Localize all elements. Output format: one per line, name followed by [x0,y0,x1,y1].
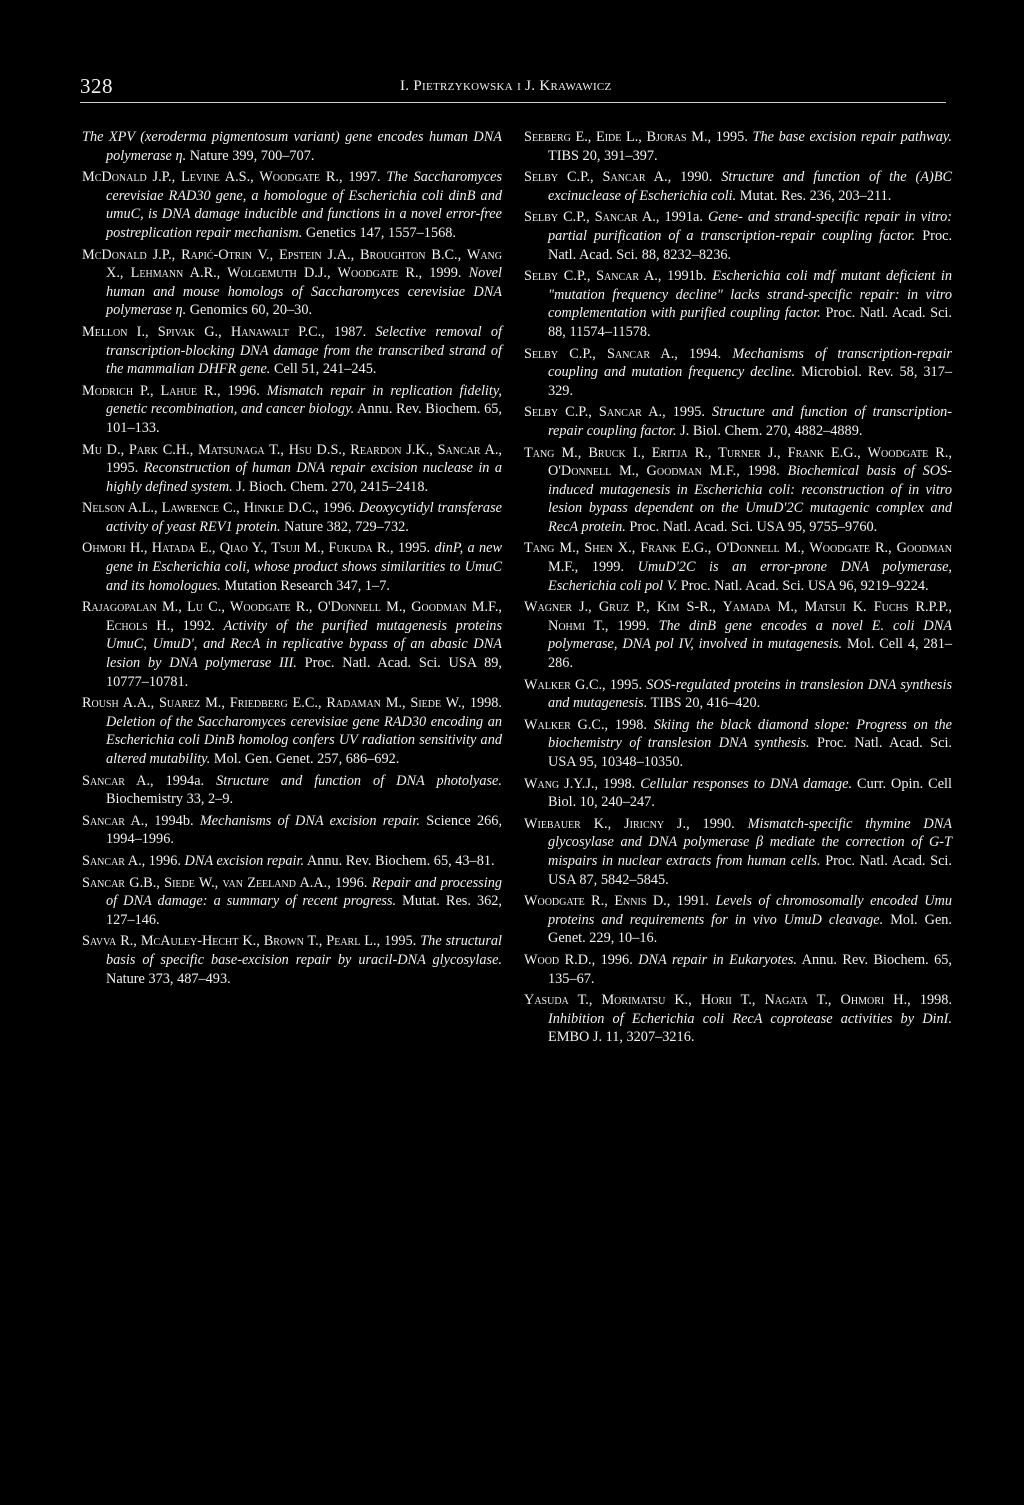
reference-authors: Seeberg E., Eide L., Bjoras M., [524,129,712,145]
reference-year: 1995. [384,933,417,950]
reference-entry [524,444,952,537]
reference-title: The structural basis of specific base-excision repair by uracil-DNA glycosylase. [106,933,503,968]
reference-authors: Selby C.P., Sancar A., [524,209,660,226]
reference-title: Activity of the purified mutagenesis proteins UmuC, UmuD', and RecA in replicative bypass of an abasic DNA lesion by DNA polymerase III. [106,617,503,672]
reference-entry [524,991,952,1047]
reference-title: Mechanisms of DNA excision repair. [199,812,420,829]
reference-year: 1997. [348,169,381,186]
reference-source: Proc. Natl. Acad. Sci. USA 95, 10348–10350. [548,735,952,770]
reference-source: Proc. Natl. Acad. Sci. USA 96, 9219–9224. [680,577,929,594]
reference-authors: McDonald J.P., Rapić-Otrin V., Epstein J.A., Broughton B.C., Wang X., Lehmann A.R., Wolgemuth D.J., Woodgate R., [82,246,502,282]
reference-entry [82,441,502,497]
reference-year: 1995. [609,676,643,693]
reference-source: Cell 51, 241–245. [273,361,377,378]
reference-year: 1998. [614,716,647,733]
reference-entry [524,539,952,595]
reference-title: DNA repair in Eukaryotes. [638,951,798,968]
reference-entry [524,598,952,672]
reference-entry [82,246,502,320]
reference-title: Gene- and strand-specific repair in vitro: partial purification of a transcription-repair coupling factor. [548,209,953,244]
reference-source: TIBS 20, 416–420. [650,695,761,712]
reference-title: UmuD'2C is an error-prone DNA polymerase, Escherichia coli pol V. [548,559,953,594]
reference-year: 1996. [227,382,260,399]
reference-year: 1991b. [667,268,707,285]
reference-year: 1996. [148,852,181,869]
reference-entry [82,772,502,809]
reference-title: Mismatch-specific thymine DNA glycosylase and DNA polymerase β mediate the correction of G-T mispairs in nuclear extracts from human cells. [548,815,953,869]
reference-authors: Savva R., McAuley-Hecht K., Brown T., Pearl L., [82,933,381,950]
reference-title: dinP, a new gene in Escherichia coli, whose product shows similarities to UmuC and its homologues. [106,540,503,594]
reference-title: Escherichia coli mdf mutant deficient in "mutation frequency decline" lacks strand-specific repair: in vitro complementation with purified coupling factor. [548,268,952,322]
reference-source: Mol. Gen. Genet. 229, 10–16. [548,911,953,947]
reference-authors: Wood R.D., [524,951,596,968]
reference-title: The base excision repair pathway. [752,129,952,145]
reference-title: Inhibition of Echerichia coli RecA coprotease activities by DinI. [548,1010,952,1027]
reference-title: The Saccharomyces cerevisiae RAD30 gene, a homologue of Escherichia coli dinB and umuC, is DNA damage inducible and functions in a novel error-free postreplication repair mechanism. [106,169,503,241]
reference-year: 1998. [469,695,502,712]
reference-source: Annu. Rev. Biochem. 65, 43–81. [306,852,495,869]
reference-source: Annu. Rev. Biochem. 65, 101–133. [106,401,502,436]
reference-authors: Selby C.P., Sancar A., [524,268,662,285]
reference-authors: Wiebauer K., Jiricny J., [524,815,690,832]
reference-entry [524,775,952,812]
reference-title: Structure and function of the (A)BC excinuclease of Escherichia coli. [548,169,952,204]
reference-authors: Mellon I., Spivak G., Hanawalt P.C., [82,323,325,340]
reference-source: J. Bioch. Chem. 270, 2415–2418. [236,478,429,495]
reference-title: Biochemical basis of SOS-induced mutagenesis in Escherichia coli: reconstruction of in vitro lesion bypass dependent on the UmuD'2C mutagenic complex and RecA protein. [548,463,952,535]
reference-source: TIBS 20, 391–397. [548,147,658,164]
reference-title: Structure and function of transcription-repair coupling factor. [548,404,952,439]
reference-year: 1995. [106,460,139,477]
reference-title: Skiing the black diamond slope: Progress on the biochemistry of translesion DNA synthesis. [548,716,953,752]
reference-source: Mutat. Res. 362, 127–146. [106,893,502,928]
reference-year: 1994. [689,345,722,362]
reference-authors: Sancar A., [82,852,146,869]
reference-title: Selective removal of transcription-blocking DNA damage from the transcribed strand of the mammalian DHFR gene. [106,323,502,378]
reference-entry [524,403,952,440]
reference-source: Genetics 147, 1557–1568. [305,224,456,241]
page-number: 328 [80,74,113,98]
running-head: I. Pietrzykowska i J. Krawawicz [400,78,612,94]
reference-authors: Tang M., Bruck I., Eritja R., Turner J., Frank E.G., Woodgate R., O'Donnell M., Goodman M.F., [524,444,952,480]
reference-entry [524,267,952,341]
reference-entry [82,168,502,242]
reference-source: Mutat. Res. 236, 203–211. [739,187,892,204]
reference-title: Novel human and mouse homologs of Saccharomyces cerevisiae DNA polymerase η. [106,265,502,319]
reference-authors: McDonald J.P., Levine A.S., Woodgate R., [82,169,343,186]
reference-title: Reconstruction of human DNA repair excision nuclease in a highly defined system. [106,460,502,495]
reference-title: Structure and function of DNA photolyase. [216,772,502,789]
reference-entry [524,208,952,264]
reference-source: Proc. Natl. Acad. Sci. USA 89, 10777–10781. [106,655,502,690]
reference-title: Levels of chromosomally encoded Umu proteins and requirements for in vivo UmuD cleavage. [548,893,952,928]
reference-entry [524,676,952,713]
reference-source: Biochemistry 33, 2–9. [106,791,234,808]
reference-authors: Roush A.A., Suarez M., Friedberg E.C., Radaman M., Siede W., [82,695,465,712]
reference-source: Mol. Cell 4, 281–286. [548,636,952,672]
reference-authors: Selby C.P., Sancar A., [524,345,678,362]
reference-entry [524,128,952,165]
reference-authors: Sancar A., [82,812,148,829]
reference-source: Curr. Opin. Cell Biol. 10, 240–247. [548,775,953,811]
reference-title: SOS-regulated proteins in translesion DNA synthesis and mutagenesis. [548,676,953,712]
reference-title: Cellular responses to DNA damage. [640,775,853,792]
reference-entry [524,892,952,948]
reference-authors: Wang J.Y.J., [524,775,599,792]
reference-entry [524,345,952,401]
reference-source: Proc. Natl. Acad. Sci. 88, 11574–11578. [548,305,952,340]
reference-year: 1991. [676,893,709,910]
reference-authors: Mu D., Park C.H., Matsunaga T., Hsu D.S., Reardon J.K., Sancar A., [82,441,502,458]
reference-entry [82,499,502,536]
reference-year: 1996. [322,500,355,517]
reference-source: Nature 373, 487–493. [106,970,231,987]
reference-title: Deletion of the Saccharomyces cerevisiae gene RAD30 encoding an Escherichia coli DinB homolog confers UV radiation sensitivity and altered mutability. [106,713,502,767]
reference-year: 1990. [702,815,735,832]
reference-entry [82,598,502,691]
reference-year: 1991a. [664,209,703,226]
reference-year: 1996. [600,951,633,968]
reference-source: Mutation Research 347, 1–7. [224,577,390,594]
reference-authors: Woodgate R., Ennis D., [524,893,671,910]
reference-year: 1994b. [154,812,194,829]
reference-entry [524,951,952,988]
reference-title: Mismatch repair in replication fidelity, genetic recombination, and cancer biology. [106,382,502,418]
reference-authors: Tang M., Shen X., Frank E.G., O'Donnell M., Woodgate R., Goodman M.F., [524,540,952,576]
reference-entry [524,716,952,772]
references-right-column [524,128,952,1050]
reference-year: 1995. [715,129,748,145]
reference-year: 1996. [335,874,368,891]
reference-authors: Modrich P., Lahue R., [82,382,221,399]
reference-year: 1999. [429,265,462,282]
reference-authors: Sancar A., [82,772,154,789]
reference-authors: Ohmori H., Hatada E., Qiao Y., Tsuji M., Fukuda R., [82,540,394,557]
reference-entry [82,128,502,165]
reference-source: J. Biol. Chem. 270, 4882–4889. [680,422,863,439]
reference-title: DNA excision repair. [184,852,305,869]
reference-source: Nature 382, 729–732. [284,518,409,535]
reference-year: 1999. [591,559,625,576]
reference-entry [82,382,502,438]
reference-year: 1992. [182,617,215,634]
reference-title: The XPV (xeroderma pigmentosum variant) gene encodes human DNA polymerase η. [82,129,502,164]
reference-entry [82,539,502,595]
reference-authors: Sancar G.B., Siede W., van Zeeland A.A., [82,874,331,891]
reference-source: Annu. Rev. Biochem. 65, 135–67. [548,951,952,987]
reference-title: Deoxycytidyl transferase activity of yeast REV1 protein. [106,500,502,535]
reference-source: Proc. Natl. Acad. Sci. USA 95, 9755–9760. [629,518,878,535]
reference-authors: Nelson A.L., Lawrence C., Hinkle D.C., [82,500,319,517]
reference-source: Microbiol. Rev. 58, 317–329. [548,364,952,399]
reference-source: Nature 399, 700–707. [189,147,315,164]
reference-source: Mol. Gen. Genet. 257, 686–692. [213,751,400,767]
reference-authors: Yasuda T., Morimatsu K., Horii T., Nagata T., Ohmori H., [524,992,911,1009]
reference-entry [524,815,952,889]
reference-source: EMBO J. 11, 3207–3216. [548,1029,695,1046]
reference-source: Science 266, 1994–1996. [106,812,503,848]
reference-entry [82,694,502,768]
reference-entry [82,932,502,988]
reference-year: 1990. [680,169,713,186]
reference-year: 1998. [919,992,953,1009]
reference-entry [82,852,502,871]
reference-year: 1998. [603,775,636,792]
header-rule [80,102,946,103]
reference-source: Genomics 60, 20–30. [189,302,313,319]
reference-year: 1994a. [165,772,205,789]
reference-title: Repair and processing of DNA damage: a summary of recent progress. [106,874,503,910]
reference-entry [82,874,502,930]
reference-authors: Walker G.C., [524,716,609,733]
reference-year: 1999. [617,617,650,634]
reference-authors: Rajagopalan M., Lu C., Woodgate R., O'Donnell M., Goodman M.F., Echols H., [82,599,502,634]
reference-authors: Selby C.P., Sancar A., [524,404,666,421]
reference-year: 1987. [333,323,367,340]
reference-year: 1998. [747,463,780,480]
reference-authors: Selby C.P., Sancar A., [524,169,672,186]
reference-entry [82,812,502,849]
reference-source: Proc. Natl. Acad. Sci. 88, 8232–8236. [548,227,953,263]
reference-authors: Walker G.C., [524,676,606,693]
references-left-column [82,128,502,991]
reference-entry [82,323,502,379]
reference-year: 1995. [397,540,431,557]
reference-authors: Wagner J., Gruz P., Kim S-R., Yamada M., Matsui K. Fuchs R.P.P., Nohmi T., [524,599,952,634]
reference-source: Proc. Natl. Acad. Sci. USA 87, 5842–5845. [548,852,952,888]
reference-entry [524,168,952,205]
reference-title: Mechanisms of transcription-repair coupling and mutation frequency decline. [548,345,952,381]
reference-title: The dinB gene encodes a novel E. coli DNA polymerase, DNA pol IV, involved in mutagenesis. [548,617,953,653]
reference-year: 1995. [672,404,705,421]
